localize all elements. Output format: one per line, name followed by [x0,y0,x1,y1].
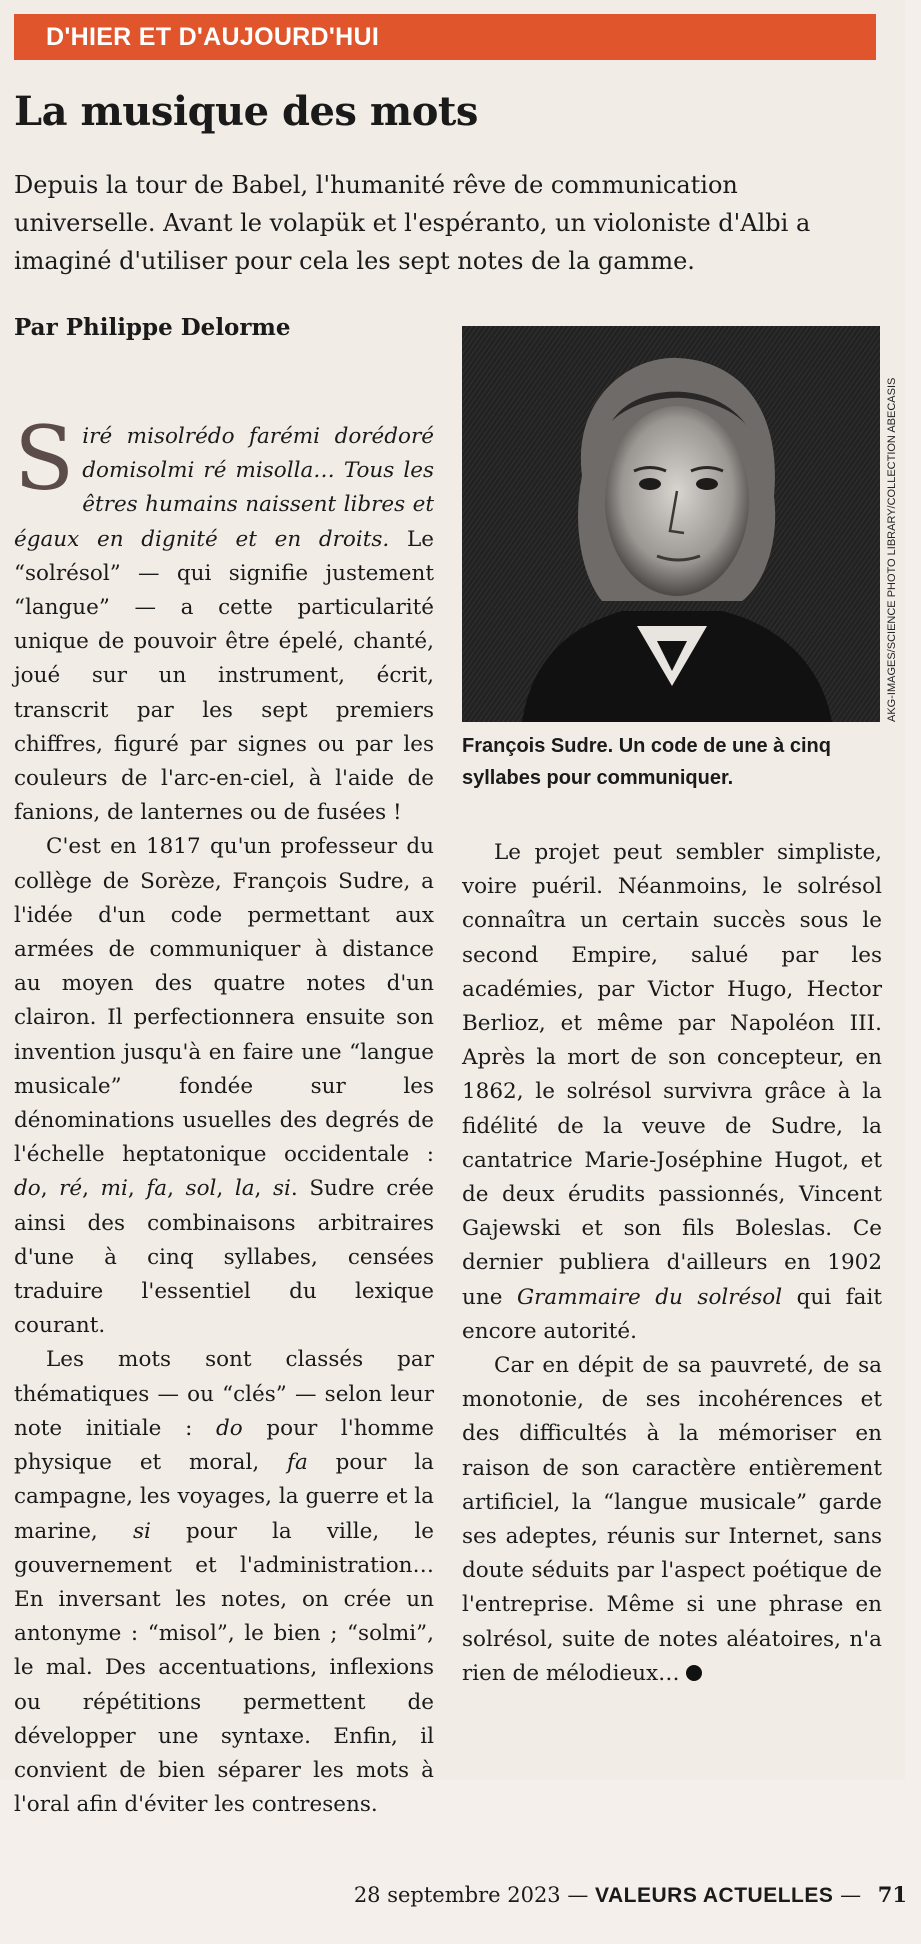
paragraph-1-italic: iré misolrédo farémi dorédoré domisolmi ré misolla… Tous les êtres humains naissent libres et égaux en dignité et en droits. [14,424,434,552]
portrait-illustration [462,326,880,722]
drop-cap: S [14,407,75,510]
paragraph-1-text: Le “solrésol” — qui signifie justement “langue” — a cette particularité unique de pouvoir être épelé, chanté, joué sur un instrument, écrit, transcrit par les sept premiers chiffres, figuré par signes ou par les couleurs de l'arc-en-ciel, à l'aide de fanions, de lanternes ou de fusées ! [14,526,434,826]
paragraph-4: Le projet peut sembler simpliste, voire puéril. Néanmoins, le solrésol connaîtra un certain succès sous le second Empire, salué par les académies, par Victor Hugo, Hector Berlioz, et même par Napoléon III. Après la mort de son concepteur, en 1862, le solrésol survivra grâce à la fidélité de la veuve de Sudre, la cantatrice Marie-Joséphine Hugot, et de deux érudits passionnés, Vincent Gajewski et son fils Boleslas. Ce dernier publiera d'ailleurs en 1902 une Grammaire du solrésol qui fait encore autorité. [462,840,882,1344]
article-column-left [14,407,435,1822]
section-rubric: D'HIER ET D'AUJOURD'HUI [14,14,876,60]
page-footer: 28 septembre 2023 — VALEURS ACTUELLES — 71 [353,1882,907,1907]
portrait-engraving [462,326,880,722]
page-number: 71 [877,1882,907,1907]
publication-name: VALEURS ACTUELLES [595,1884,834,1907]
photo-caption: François Sudre. Un code de une à cinq syllabes pour communiquer. [462,735,831,789]
photo-credit [886,326,906,722]
issue-date: 28 septembre 2023 [353,1883,561,1907]
article-lede: Depuis la tour de Babel, l'humanité rêve de communication universelle. Avant le volapük et l'espéranto, un violoniste d'Albi a imaginé d'utiliser pour cela les sept notes de la gamme. [14,171,811,275]
paragraph-2: C'est en 1817 qu'un professeur du collège de Sorèze, François Sudre, a l'idée d'un code permettant aux armées de communiquer à distance au moyen des quatre notes d'un clairon. Il perfectionnera ensuite son invention jusqu'à en faire une “langue musicale” fondée sur les dénominations usuelles des degrés de l'échelle heptatonique occidentale : do, ré, mi, fa, sol, la, si. Sudre crée ainsi des combinaisons arbitraires d'une à cinq syllabes, censées traduire l'essentiel du lexique courant. [14,834,435,1339]
paragraph-3: Les mots sont classés par thématiques — ou “clés” — selon leur note initiale : do pour l'homme physique et moral, fa pour la campagne, les voyages, la guerre et la marine, si pour la ville, le gouvernement et l'administration… En inversant les notes, on crée un antonyme : “misol”, le bien ; “solmi”, le mal. Des accentuations, inflexions ou répétitions permettent de développer une syntaxe. Enfin, il convient de bien séparer les mots à l'oral afin d'éviter les contresens. [14,1347,435,1818]
photo-credit-text: AKG-IMAGES/SCIENCE PHOTO LIBRARY/COLLECTION ABECASIS [886,377,898,722]
paragraph-5: Car en dépit de sa pauvreté, de sa monotonie, de ses incohérences et des difficultés à la mémoriser en raison de son caractère entièrement artificiel, la “langue musicale” garde ses adeptes, réunis sur Internet, sans doute séduits par l'aspect poétique de l'entreprise. Même si une phrase en solrésol, suite de notes aléatoires, n'a rien de mélodieux… [462,1353,882,1686]
article-column-right [462,836,882,1691]
end-mark-icon [686,1665,702,1681]
paragraph-1 [14,407,434,830]
article-title: La musique des mots [14,88,478,135]
byline: Par Philippe Delorme [14,314,291,341]
